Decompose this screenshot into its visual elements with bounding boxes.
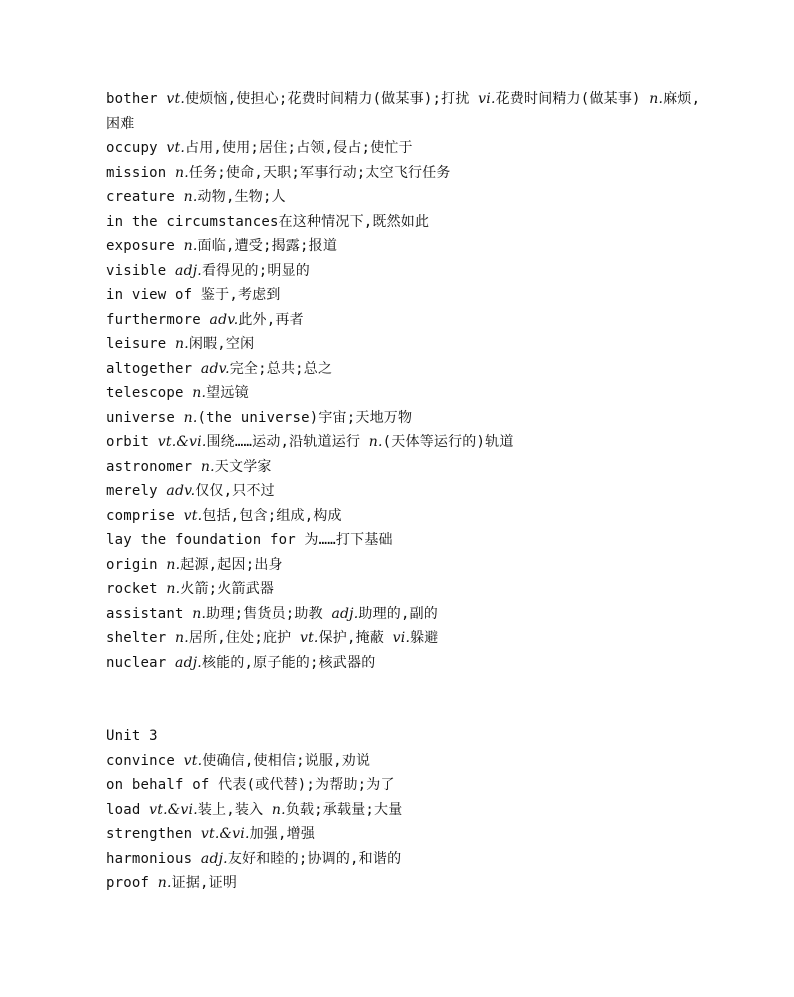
- entry-text: in the circumstances在这种情况下,既然如此: [106, 213, 430, 230]
- entry-text: telescope: [106, 385, 193, 401]
- part-of-speech: vt.&vi.: [149, 801, 198, 818]
- entry-text: 使烦恼,使担心;花费时间精力(做某事);打扰: [185, 91, 479, 107]
- vocabulary-list: [106, 87, 706, 675]
- part-of-speech: n.: [166, 581, 181, 597]
- vocab-entry: [106, 259, 706, 284]
- entry-text: (天体等运行的)轨道: [382, 434, 514, 450]
- entry-text: in view of 鉴于,考虑到: [106, 287, 281, 303]
- part-of-speech: vt.: [300, 630, 319, 646]
- part-of-speech: n.: [192, 385, 207, 401]
- vocab-entry: [106, 210, 706, 235]
- entry-text: 火箭;火箭武器: [180, 581, 275, 597]
- vocab-entry: [106, 798, 706, 823]
- entry-text: 仅仅,只不过: [195, 483, 275, 499]
- vocab-entry: [106, 651, 706, 676]
- entry-text: altogether: [106, 360, 201, 377]
- entry-text: creature: [106, 189, 184, 205]
- vocab-entry: [106, 479, 706, 504]
- part-of-speech: n.: [175, 164, 189, 181]
- entry-text: 麻烦,困难: [106, 91, 701, 132]
- section-gap: [106, 675, 706, 724]
- vocab-entry: [106, 455, 706, 480]
- entry-text: convince: [106, 752, 184, 769]
- vocabulary-list: [106, 749, 706, 896]
- vocab-entry: [106, 332, 706, 357]
- entry-text: exposure: [106, 238, 184, 254]
- part-of-speech: adj.: [175, 262, 202, 279]
- part-of-speech: n.: [175, 336, 189, 352]
- entry-text: merely: [106, 483, 167, 499]
- part-of-speech: adj.: [331, 605, 359, 622]
- entry-text: comprise: [106, 507, 184, 524]
- part-of-speech: vt.: [183, 752, 203, 769]
- vocab-entry: [106, 822, 706, 847]
- entry-text: 使确信,使相信;说服,劝说: [202, 752, 371, 769]
- entry-text: strengthen: [106, 826, 201, 842]
- vocab-entry: [106, 406, 706, 431]
- entry-text: 此外,再者: [238, 311, 304, 328]
- vocab-entry: [106, 357, 706, 382]
- vocab-entry: [106, 87, 706, 136]
- vocab-entry: [106, 847, 706, 872]
- part-of-speech: n.: [183, 238, 198, 254]
- entry-text: load: [106, 801, 150, 818]
- part-of-speech: vt.&vi.: [200, 826, 250, 842]
- entry-text: 完全;总共;总之: [229, 360, 333, 377]
- entry-text: 占用,使用;居住;占领,侵占;使忙于: [185, 140, 413, 156]
- entry-text: 负载;承载量;大量: [285, 801, 403, 818]
- entry-text: shelter: [106, 630, 176, 646]
- part-of-speech: vi.: [392, 630, 411, 646]
- vocab-entry: [106, 308, 706, 333]
- entry-text: orbit: [106, 434, 158, 450]
- part-of-speech: adv.: [200, 360, 230, 377]
- part-of-speech: n.: [183, 409, 198, 426]
- entry-text: origin: [106, 556, 167, 573]
- entry-text: nuclear: [106, 654, 176, 671]
- vocab-entry: [106, 626, 706, 651]
- entry-text: 核能的,原子能的;核武器的: [201, 654, 376, 671]
- vocab-entry: [106, 602, 706, 627]
- entry-text: 天文学家: [214, 458, 272, 475]
- part-of-speech: n.: [649, 91, 664, 107]
- entry-text: 闲暇,空闲: [188, 336, 255, 352]
- part-of-speech: vt.: [183, 507, 203, 524]
- part-of-speech: vt.&vi.: [157, 434, 207, 450]
- entry-text: leisure: [106, 336, 176, 352]
- entry-text: (the universe)宇宙;天地万物: [197, 409, 413, 426]
- entry-text: 加强,增强: [249, 826, 316, 842]
- entry-text: 装上,装入: [197, 801, 272, 818]
- part-of-speech: n.: [166, 556, 181, 573]
- vocab-entry: [106, 553, 706, 578]
- entry-text: 助理的,副的: [358, 605, 439, 622]
- entry-text: 面临,遭受;揭露;报道: [197, 238, 338, 254]
- vocab-entry: [106, 504, 706, 529]
- entry-text: assistant: [106, 605, 193, 622]
- vocabulary-page: [106, 87, 706, 896]
- entry-text: rocket: [106, 581, 167, 597]
- entry-text: harmonious: [106, 850, 201, 867]
- entry-text: 友好和睦的;协调的,和谐的: [227, 850, 402, 867]
- vocab-entry: [106, 381, 706, 406]
- entry-text: visible: [106, 262, 176, 279]
- vocab-entry: [106, 528, 706, 553]
- vocab-entry: [106, 161, 706, 186]
- vocab-entry: [106, 749, 706, 774]
- entry-text: 助理;售货员;助教: [206, 605, 332, 622]
- entry-text: furthermore: [106, 311, 210, 328]
- entry-text: 证据,证明: [171, 875, 238, 891]
- entry-text: 任务;使命,天职;军事行动;太空飞行任务: [188, 164, 451, 181]
- part-of-speech: n.: [192, 605, 207, 622]
- entry-text: mission: [106, 164, 176, 181]
- vocab-entry: [106, 871, 706, 896]
- vocab-entry: [106, 773, 706, 798]
- unit-heading: Unit 3: [106, 728, 158, 744]
- part-of-speech: vt.: [166, 140, 185, 156]
- part-of-speech: adv.: [166, 483, 196, 499]
- part-of-speech: adj.: [200, 850, 228, 867]
- entry-text: bother: [106, 91, 167, 107]
- part-of-speech: n.: [368, 434, 383, 450]
- vocab-entry: [106, 234, 706, 259]
- entry-text: 望远镜: [206, 385, 249, 401]
- entry-text: 保护,掩蔽: [318, 630, 393, 646]
- part-of-speech: vt.: [166, 91, 185, 107]
- entry-text: 居所,住处;庇护: [188, 630, 300, 646]
- entry-text: 动物,生物;人: [197, 189, 286, 205]
- entry-text: 看得见的;明显的: [201, 262, 310, 279]
- part-of-speech: adj.: [175, 654, 202, 671]
- entry-text: lay the foundation for 为……打下基础: [106, 532, 393, 548]
- entry-text: 围绕……运动,沿轨道运行: [206, 434, 369, 450]
- vocab-entry: [106, 283, 706, 308]
- vocab-entry: [106, 185, 706, 210]
- entry-text: proof: [106, 875, 158, 891]
- entry-text: 躲避: [410, 630, 439, 646]
- part-of-speech: adv.: [209, 311, 239, 328]
- entry-text: on behalf of 代表(或代替);为帮助;为了: [106, 777, 395, 793]
- vocab-entry: [106, 136, 706, 161]
- part-of-speech: n.: [200, 458, 215, 475]
- part-of-speech: n.: [175, 630, 189, 646]
- entry-text: 包括,包含;组成,构成: [202, 507, 342, 524]
- entry-text: occupy: [106, 140, 167, 156]
- vocab-entry: [106, 577, 706, 602]
- entry-text: 花费时间精力(做某事): [495, 91, 650, 107]
- entry-text: astronomer: [106, 458, 201, 475]
- entry-text: 起源,起因;出身: [180, 556, 283, 573]
- part-of-speech: n.: [183, 189, 198, 205]
- part-of-speech: n.: [157, 875, 172, 891]
- entry-text: universe: [106, 409, 184, 426]
- vocab-entry: [106, 430, 706, 455]
- part-of-speech: n.: [271, 801, 286, 818]
- part-of-speech: vi.: [478, 91, 496, 107]
